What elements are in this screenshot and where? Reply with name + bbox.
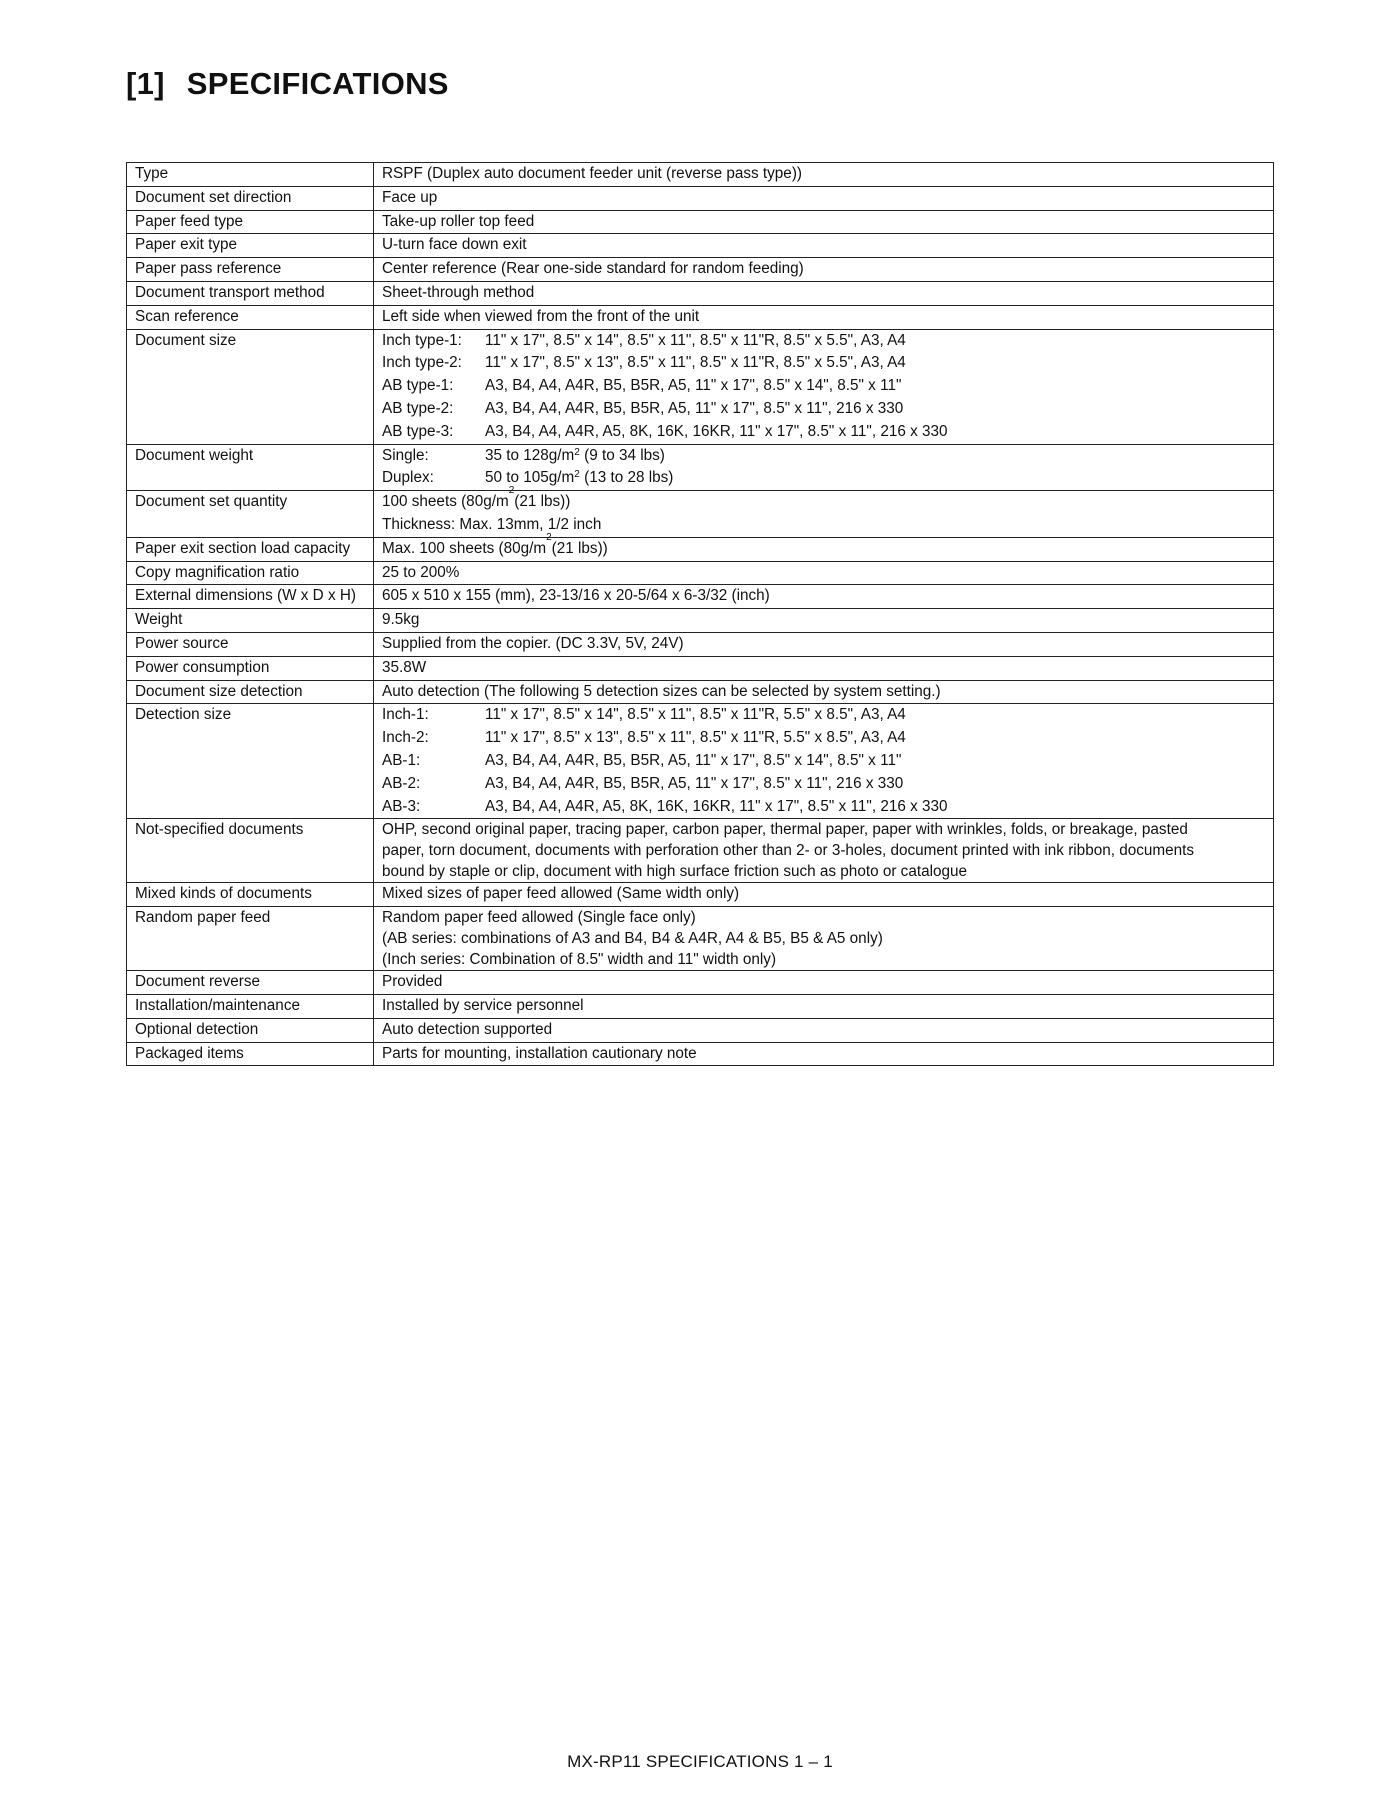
spec-sub-line <box>382 727 1265 750</box>
spec-sub-key: Duplex: <box>382 469 434 487</box>
spec-value: 35.8W <box>374 656 1274 680</box>
spec-sub-key: Inch-2: <box>382 729 429 747</box>
spec-row <box>127 1042 1274 1066</box>
spec-value: Provided <box>374 971 1274 995</box>
spec-sub-value: A3, B4, A4, A4R, B5, B5R, A5, 11" x 17", 8.5" x 11", 216 x 330 <box>485 774 904 792</box>
value-text: (13 to 28 lbs) <box>579 469 674 487</box>
spec-sub-line <box>382 796 1265 819</box>
spec-row <box>127 491 1274 538</box>
spec-sub-key: AB-3: <box>382 797 421 815</box>
superscript: 2 <box>574 469 580 481</box>
spec-label: Power consumption <box>127 656 374 680</box>
value-text: (21 lbs)) <box>551 539 608 557</box>
spec-sub-line <box>382 398 1265 421</box>
spec-label: Paper exit section load capacity <box>127 537 374 561</box>
spec-value <box>374 907 1274 971</box>
value-text: 35 to 128g/m <box>485 446 575 464</box>
spec-sub-value: A3, B4, A4, A4R, B5, B5R, A5, 11" x 17", 8.5" x 11", 216 x 330 <box>485 399 904 417</box>
spec-row <box>127 234 1274 258</box>
spec-sub-value: 11" x 17", 8.5" x 14", 8.5" x 11", 8.5" x 11"R, 8.5" x 5.5", A3, A4 <box>485 331 906 349</box>
spec-line <box>382 514 1265 537</box>
spec-row <box>127 883 1274 907</box>
spec-value <box>374 531 1274 561</box>
spec-sub-line <box>382 467 1265 490</box>
spec-row <box>127 210 1274 234</box>
spec-sub-value <box>485 445 665 468</box>
spec-row <box>127 444 1274 491</box>
spec-label: Random paper feed <box>127 907 374 971</box>
spec-value: Center reference (Rear one-side standard for random feeding) <box>374 258 1274 282</box>
spec-sub-key: Single: <box>382 446 429 464</box>
spec-value: Face up <box>374 186 1274 210</box>
spec-sub-value: A3, B4, A4, A4R, B5, B5R, A5, 11" x 17", 8.5" x 14", 8.5" x 11" <box>485 377 902 395</box>
value-text: Thickness: Max. 13mm, 1/2 inch <box>382 515 602 533</box>
spec-row <box>127 561 1274 585</box>
spec-row <box>127 609 1274 633</box>
page-title <box>126 66 449 102</box>
spec-value: Auto detection (The following 5 detection sizes can be selected by system setting.) <box>374 680 1274 704</box>
spec-line <box>382 531 1265 561</box>
spec-value: Supplied from the copier. (DC 3.3V, 5V, 24V) <box>374 632 1274 656</box>
spec-sub-key: Inch type-2: <box>382 354 462 372</box>
spec-value: 9.5kg <box>374 609 1274 633</box>
spec-sub-value: A3, B4, A4, A4R, A5, 8K, 16K, 16KR, 11" x 17", 8.5" x 11", 216 x 330 <box>485 797 948 815</box>
spec-label: External dimensions (W x D x H) <box>127 585 374 609</box>
spec-sub-value: A3, B4, A4, A4R, A5, 8K, 16K, 16KR, 11" x 17", 8.5" x 11", 216 x 330 <box>485 422 948 440</box>
spec-label: Type <box>127 163 374 187</box>
spec-row <box>127 281 1274 305</box>
spec-value <box>374 329 1274 444</box>
spec-sub-key: Inch type-1: <box>382 331 462 349</box>
spec-sub-key: AB-1: <box>382 751 421 769</box>
spec-label: Paper pass reference <box>127 258 374 282</box>
spec-label: Paper feed type <box>127 210 374 234</box>
spec-value: 25 to 200% <box>374 561 1274 585</box>
spec-sub-key: AB type-3: <box>382 422 454 440</box>
spec-sub-line <box>382 375 1265 398</box>
spec-label: Copy magnification ratio <box>127 561 374 585</box>
value-text: 100 sheets (80g/m <box>382 493 509 511</box>
spec-row <box>127 819 1274 883</box>
spec-sub-line <box>382 773 1265 796</box>
value-text: (21 lbs)) <box>514 493 571 511</box>
spec-sub-value: A3, B4, A4, A4R, B5, B5R, A5, 11" x 17", 8.5" x 14", 8.5" x 11" <box>485 751 902 769</box>
spec-row <box>127 329 1274 444</box>
spec-label: Document set direction <box>127 186 374 210</box>
section-number: [1] <box>126 66 165 101</box>
spec-value: 605 x 510 x 155 (mm), 23-13/16 x 20-5/64 x 6-3/32 (inch) <box>374 585 1274 609</box>
spec-label: Detection size <box>127 704 374 819</box>
value-text: 50 to 105g/m <box>485 469 575 487</box>
spec-value <box>374 444 1274 491</box>
superscript: 2 <box>508 485 515 497</box>
spec-value: U-turn face down exit <box>374 234 1274 258</box>
spec-label: Not-specified documents <box>127 819 374 883</box>
spec-value: Parts for mounting, installation cautionary note <box>374 1042 1274 1066</box>
section-title: SPECIFICATIONS <box>186 66 449 101</box>
spec-label: Optional detection <box>127 1018 374 1042</box>
spec-value: Auto detection supported <box>374 1018 1274 1042</box>
spec-sub-key: AB type-2: <box>382 399 454 417</box>
spec-row <box>127 907 1274 971</box>
spec-row <box>127 994 1274 1018</box>
spec-row <box>127 258 1274 282</box>
spec-row <box>127 971 1274 995</box>
specifications-table <box>126 162 1274 1066</box>
spec-sub-line <box>382 330 1265 353</box>
spec-label: Paper exit type <box>127 234 374 258</box>
spec-label: Packaged items <box>127 1042 374 1066</box>
spec-line: (AB series: combinations of A3 and B4, B4 & A4R, A4 & B5, B5 & A5 only) <box>382 930 883 948</box>
spec-line: OHP, second original paper, tracing paper, carbon paper, thermal paper, paper with wrinkles, folds, or breakage, pasted <box>382 821 1188 839</box>
spec-row <box>127 585 1274 609</box>
spec-line: paper, torn document, documents with perforation other than 2- or 3-holes, document printed with ink ribbon, documents <box>382 842 1195 860</box>
spec-label: Installation/maintenance <box>127 994 374 1018</box>
spec-sub-key: AB type-1: <box>382 377 454 395</box>
specifications-table-body <box>127 163 1274 1066</box>
spec-value: Take-up roller top feed <box>374 210 1274 234</box>
spec-sub-line <box>382 750 1265 773</box>
spec-sub-line <box>382 704 1265 727</box>
value-text: (9 to 34 lbs) <box>579 446 665 464</box>
spec-value: Installed by service personnel <box>374 994 1274 1018</box>
spec-sub-value: 11" x 17", 8.5" x 13", 8.5" x 11", 8.5" x 11"R, 8.5" x 5.5", A3, A4 <box>485 354 906 372</box>
spec-sub-value: 11" x 17", 8.5" x 14", 8.5" x 11", 8.5" x 11"R, 5.5" x 8.5", A3, A4 <box>485 706 906 724</box>
spec-line: Random paper feed allowed (Single face only) <box>382 909 696 927</box>
spec-line <box>382 485 1265 514</box>
spec-value <box>374 704 1274 819</box>
spec-sub-key: AB-2: <box>382 774 421 792</box>
spec-sub-value: 11" x 17", 8.5" x 13", 8.5" x 11", 8.5" x 11"R, 5.5" x 8.5", A3, A4 <box>485 729 906 747</box>
spec-row <box>127 680 1274 704</box>
spec-label: Weight <box>127 609 374 633</box>
page-footer: MX-RP11 SPECIFICATIONS 1 – 1 <box>567 1752 833 1771</box>
spec-label: Document size detection <box>127 680 374 704</box>
value-text: Max. 100 sheets (80g/m <box>382 539 547 557</box>
spec-value: RSPF (Duplex auto document feeder unit (reverse pass type)) <box>374 163 1274 187</box>
spec-row <box>127 537 1274 561</box>
spec-value: Mixed sizes of paper feed allowed (Same width only) <box>374 883 1274 907</box>
spec-row <box>127 305 1274 329</box>
spec-row <box>127 656 1274 680</box>
spec-line: bound by staple or clip, document with high surface friction such as photo or catalogue <box>382 863 968 881</box>
spec-label: Document transport method <box>127 281 374 305</box>
spec-sub-line <box>382 445 1265 468</box>
spec-value <box>374 819 1274 883</box>
spec-label: Document reverse <box>127 971 374 995</box>
spec-label: Document set quantity <box>127 491 374 538</box>
spec-row <box>127 163 1274 187</box>
spec-label: Power source <box>127 632 374 656</box>
spec-label: Scan reference <box>127 305 374 329</box>
spec-value: Sheet-through method <box>374 281 1274 305</box>
spec-label: Document size <box>127 329 374 444</box>
spec-line: (Inch series: Combination of 8.5" width and 11" width only) <box>382 951 777 969</box>
superscript: 2 <box>574 446 580 458</box>
spec-row <box>127 186 1274 210</box>
superscript: 2 <box>546 531 552 543</box>
spec-value <box>374 485 1274 538</box>
spec-label: Mixed kinds of documents <box>127 883 374 907</box>
spec-row <box>127 632 1274 656</box>
spec-sub-line <box>382 352 1265 375</box>
spec-sub-key: Inch-1: <box>382 706 429 724</box>
spec-row <box>127 1018 1274 1042</box>
spec-label: Document weight <box>127 444 374 491</box>
spec-value: Left side when viewed from the front of the unit <box>374 305 1274 329</box>
spec-sub-line <box>382 421 1265 444</box>
spec-row <box>127 704 1274 819</box>
